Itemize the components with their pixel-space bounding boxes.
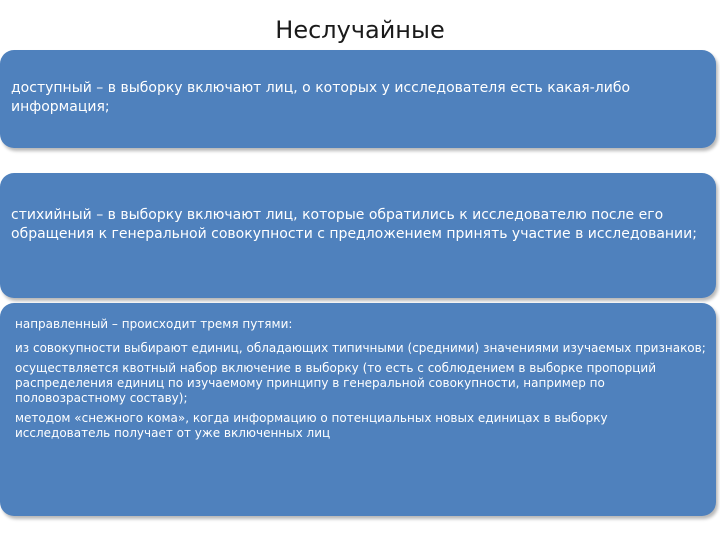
slide-title: Неслучайные [275, 16, 445, 44]
block-directed-lead: направленный – происходит тремя путями: [15, 317, 293, 331]
directed-method-item: осуществляется квотный набор включение в выборку (то есть с соблюдением в выборке пропорций распределения единиц по изучаемому принципу в генеральной совокупности, например по половозрастному составу); [15, 361, 656, 405]
block-available-text: доступный – в выборку включают лиц, о которых у исследователя есть какая-либо информация; [11, 80, 631, 115]
directed-method-item: методом «снежного кома», когда информацию о потенциальных новых единицах в выборку исследователь получает от уже включенных лиц [15, 411, 608, 440]
directed-method-item: из совокупности выбирают единиц, обладающих типичными (средними) значениями изучаемых признаков; [15, 341, 706, 355]
block-directed-sampling [0, 303, 716, 516]
block-spontaneous-sampling [0, 173, 716, 298]
block-available-sampling [0, 50, 716, 148]
block-spontaneous-text: стихийный – в выборку включают лиц, которые обратились к исследователю после его обращения к генеральной совокупности с предложением принять участие в исследовании; [11, 207, 697, 242]
